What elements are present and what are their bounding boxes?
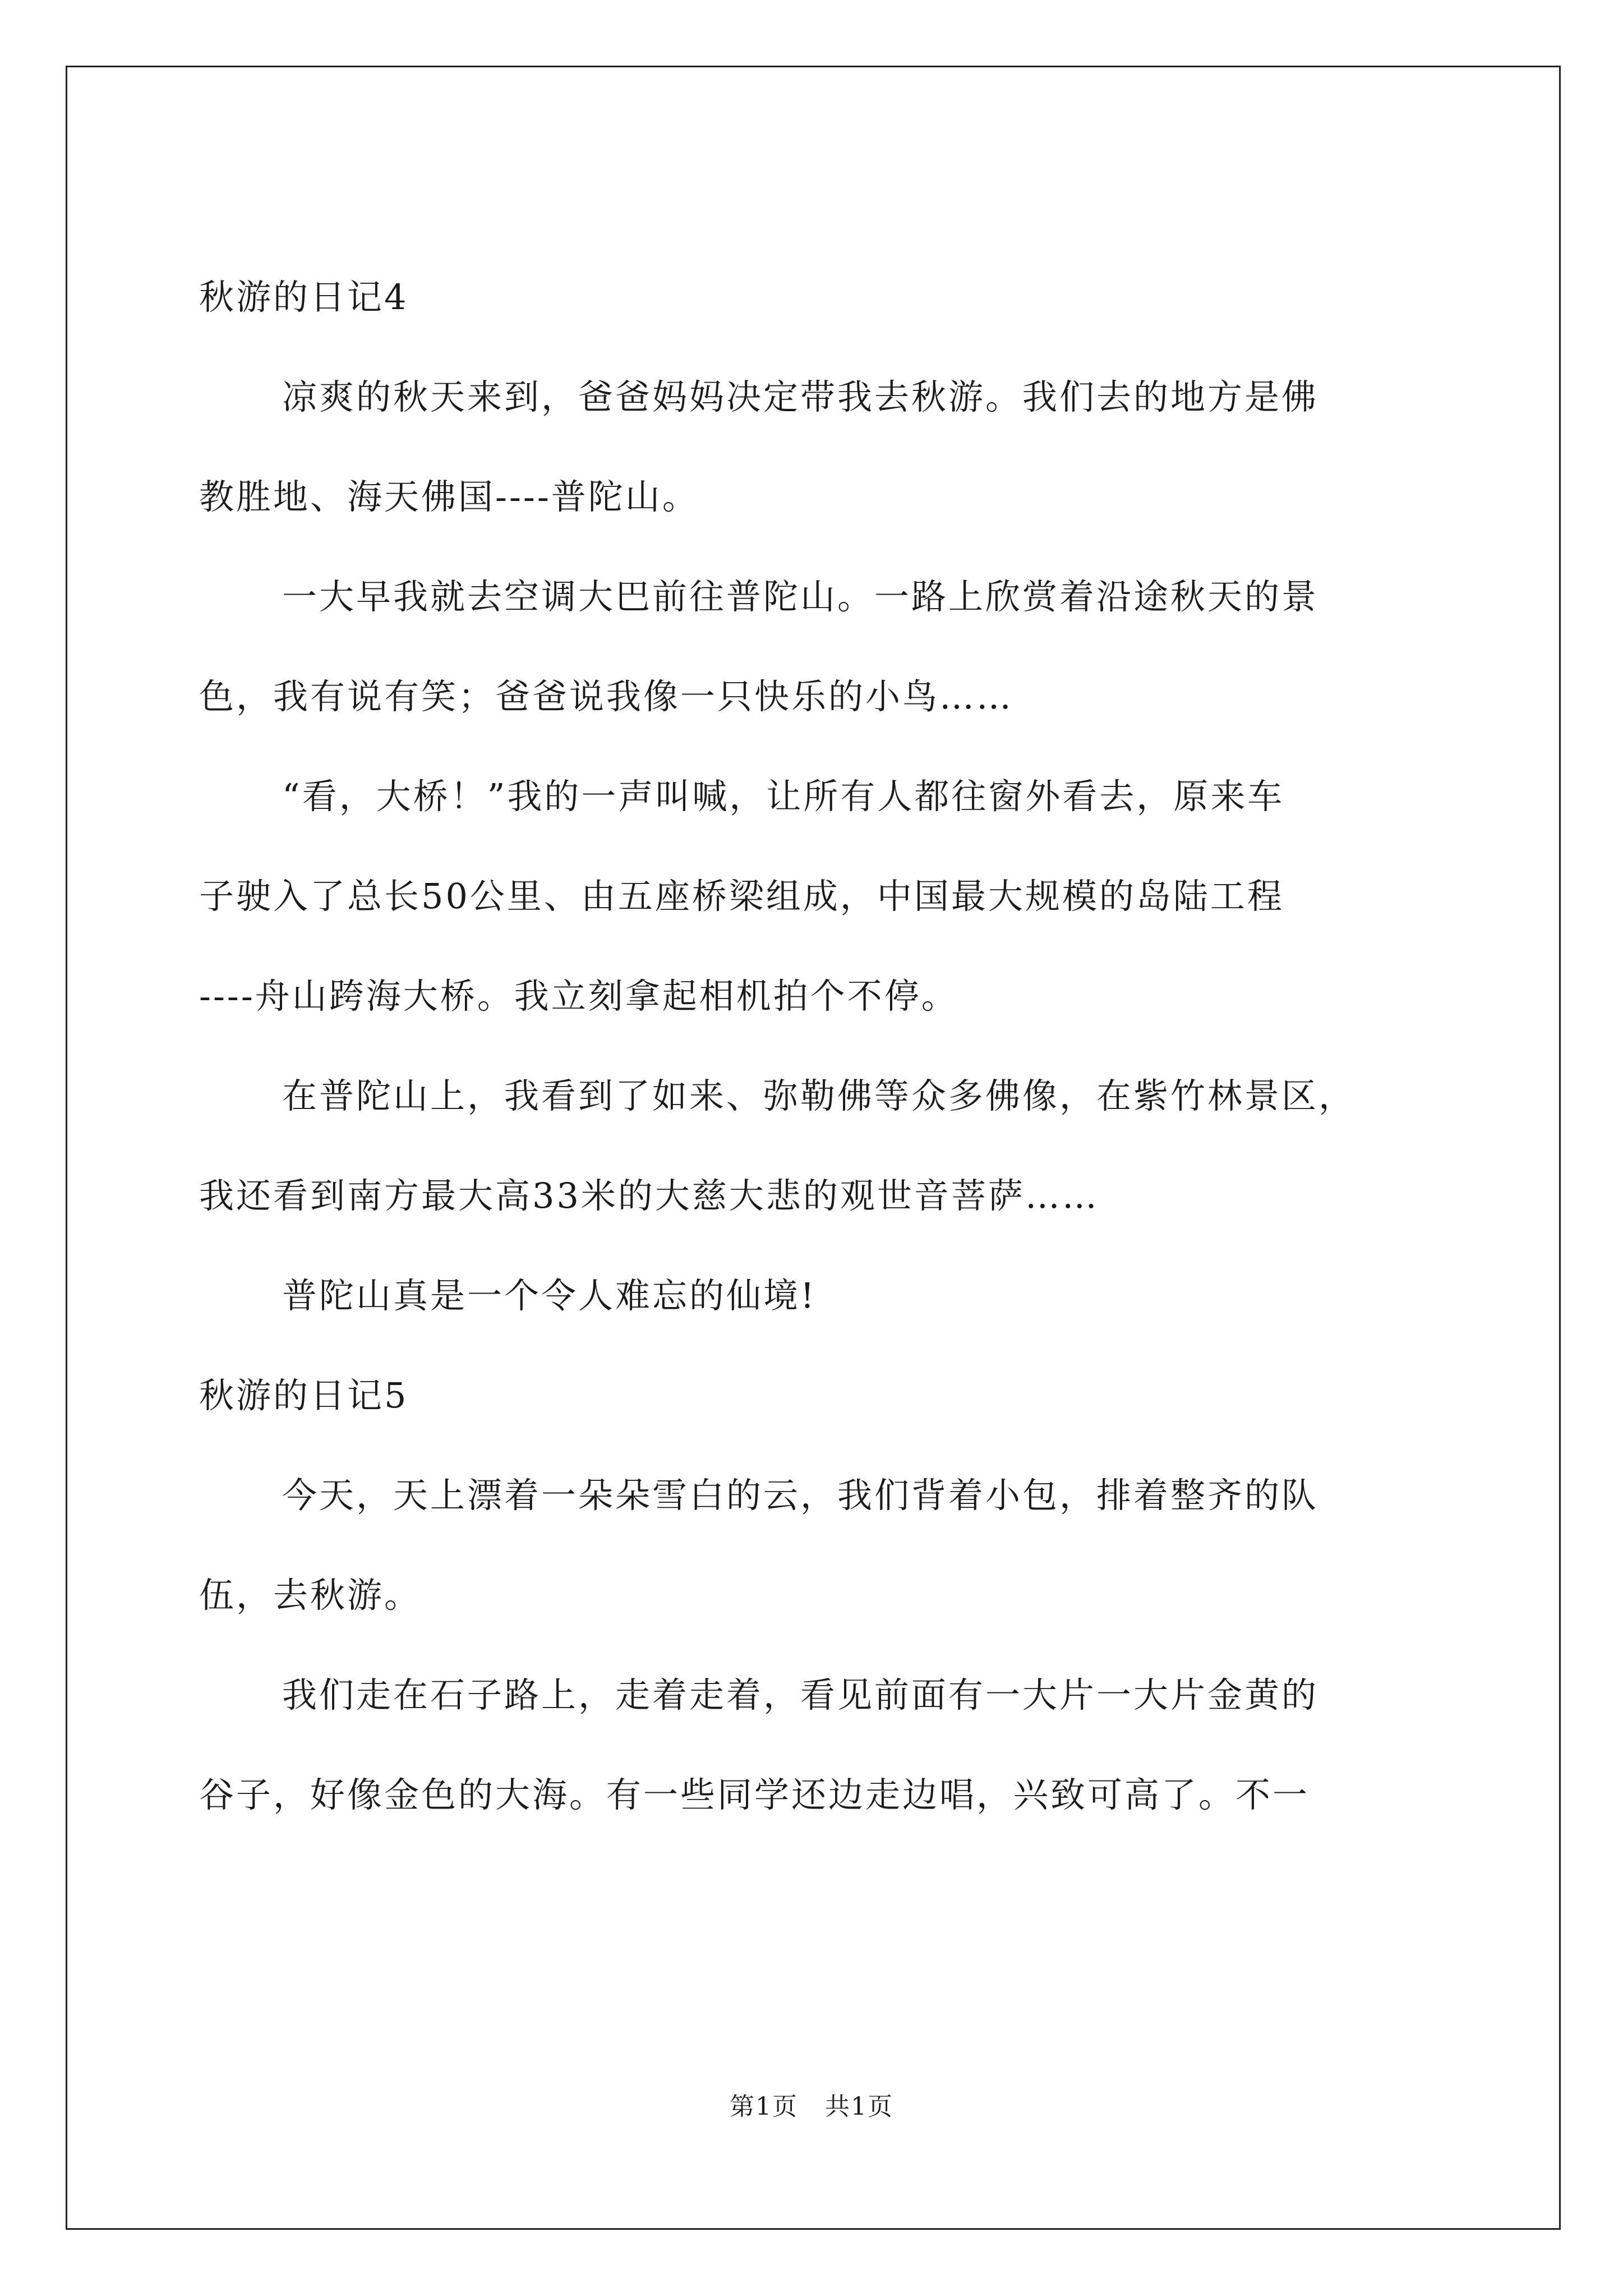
paragraph-line: 我们走在石子路上，走着走着，看见前面有一大片一大片金黄的 [282,1674,1319,1715]
paragraph-line: 色，我有说有笑；爸爸说我像一只快乐的小鸟…… [199,676,1014,717]
heading-diary-5: 秋游的日记5 [199,1375,409,1416]
page-footer [0,2091,1623,2123]
paragraph-line: 凉爽的秋天来到，爸爸妈妈决定带我去秋游。我们去的地方是佛 [282,376,1319,417]
page-total: 共1页 [825,2092,893,2121]
paragraph-line: 一大早我就去空调大巴前往普陀山。一路上欣赏着沿途秋天的景 [282,576,1319,617]
paragraph-line: 我还看到南方最大高33米的大慈大悲的观世音菩萨…… [199,1175,1099,1216]
paragraph-line: 谷子，好像金色的大海。有一些同学还边走边唱，兴致可高了。不一 [199,1774,1310,1815]
paragraph-line: ----舟山跨海大桥。我立刻拿起相机拍个不停。 [199,976,958,1016]
paragraph-line: 伍，去秋游。 [199,1575,422,1616]
paragraph-line: “看，大桥！”我的一声叫喊，让所有人都往窗外看去，原来车 [282,776,1285,817]
paragraph-line: 普陀山真是一个令人难忘的仙境! [282,1275,817,1316]
paragraph-line: 今天，天上漂着一朵朵雪白的云，我们背着小包，排着整齐的队 [282,1475,1319,1516]
page-number: 第1页 [730,2092,798,2121]
paragraph-line: 在普陀山上，我看到了如来、弥勒佛等众多佛像，在紫竹林景区， [282,1075,1356,1116]
heading-diary-4: 秋游的日记4 [199,277,409,318]
paragraph-line: 子驶入了总长50公里、由五座桥梁组成，中国最大规模的岛陆工程 [199,876,1284,917]
paragraph-line: 教胜地、海天佛国----普陀山。 [199,476,699,517]
